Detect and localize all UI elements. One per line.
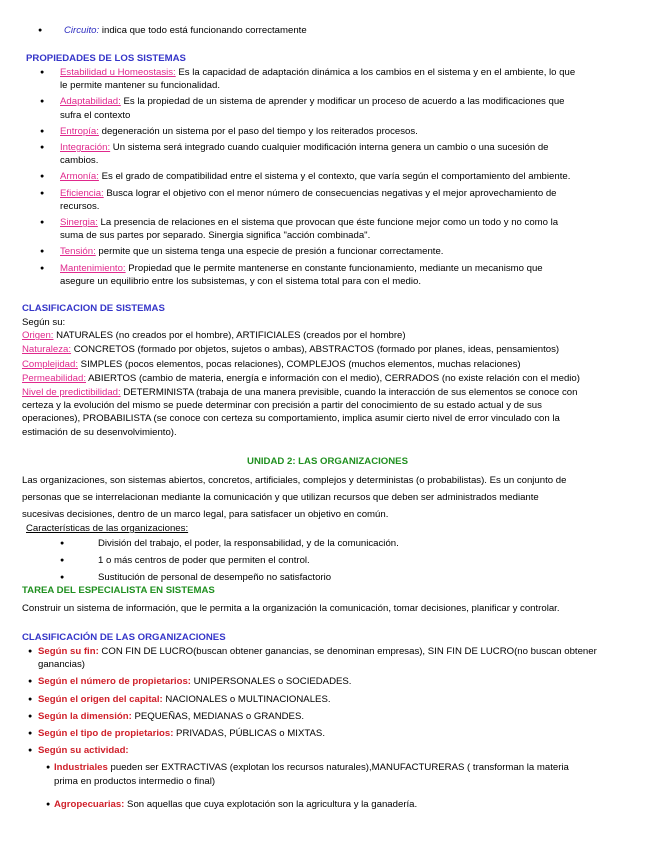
propiedad-text-cont: le permite mantener su funcionalidad.	[60, 80, 220, 92]
propiedad-item	[0, 216, 640, 242]
segun-su-label: Según su:	[22, 317, 66, 328]
propiedad-text: Busca lograr el objetivo con el menor número de consecuencias negativas y el mejor aprovechamiento de	[103, 187, 557, 199]
propiedad-term: Entropía:	[60, 125, 99, 137]
tarea-text: Construir un sistema de información, que le permita a la organización la comunicación, tomar decisiones, planificar y controlar.	[22, 603, 560, 614]
clasificacion-org-item	[0, 645, 638, 671]
bullet-icon: ●	[60, 540, 65, 547]
clasificacion-org-item	[0, 744, 638, 757]
propiedad-text: degeneración un sistema por el paso del tiempo y los reiterados procesos.	[98, 125, 418, 137]
bullet-icon: ●	[60, 574, 65, 581]
bullet-icon: ●	[28, 695, 33, 703]
propiedad-term: Adaptabilidad:	[60, 96, 121, 108]
permeabilidad-line	[22, 372, 642, 385]
clasificacion-org-text-cont: ganancias)	[38, 659, 85, 671]
clasificacion-org-term: Según su actividad:	[38, 745, 129, 757]
permeabilidad-text: ABIERTOS (cambio de materia, energía e información con el medio), CERRADOS (no existe relación con el medio)	[86, 372, 580, 384]
actividad-term: Industriales	[54, 762, 108, 774]
propiedad-term: Estabilidad u Homeostasis:	[60, 67, 176, 78]
circuito-term: Circuito:	[64, 25, 100, 36]
complejidad-text: SIMPLES (pocos elementos, pocas relaciones), COMPLEJOS (muchos elementos, muchas relaciones)	[78, 358, 521, 370]
bullet-icon: ●	[40, 189, 45, 197]
propiedad-term: Armonía:	[60, 171, 99, 183]
propiedad-text: permite que un sistema tenga una especie de presión a funcionar correctamente.	[95, 246, 444, 258]
bullet-icon: ●	[38, 27, 43, 34]
predictibilidad-line-3: operaciones), PROBABILISTA (se conoce con certeza su comportamiento, implica asumir cierto nivel de error vinculado con la	[22, 413, 560, 425]
propiedad-text: Propiedad que le permite mantenerse en constante funcionamiento, mediante un mecanismo que	[125, 262, 543, 274]
actividad-item	[0, 798, 634, 811]
propiedad-item	[0, 141, 640, 167]
clasificacion-sistemas-heading: CLASIFICACION DE SISTEMAS	[22, 303, 165, 314]
propiedad-item	[0, 187, 640, 213]
unidad2-p2: personas que se interrelacionan mediante la comunicación y que utilizan recursos que deben ser administrados mediante	[22, 492, 539, 503]
propiedad-term: Tensión:	[60, 246, 96, 258]
propiedad-text-cont: asegure un equilibrio entre los subsistemas, y con el sistema total para con el medio.	[60, 275, 422, 287]
caracteristicas-heading: Características de las organizaciones:	[26, 523, 189, 534]
permeabilidad-term: Permeabilidad:	[22, 372, 86, 384]
predictibilidad-line	[22, 386, 642, 399]
clasificacion-org-item	[0, 675, 638, 688]
bullet-icon: ●	[28, 747, 33, 755]
clasificacion-org-item	[0, 727, 638, 740]
clasificacion-org-text: NACIONALES o MULTINACIONALES.	[162, 693, 331, 705]
bullet-icon: ●	[28, 648, 33, 655]
predictibilidad-text: DETERMINISTA (trabaja de una manera previsible, cuando la interacción de sus elementos se conoce con	[120, 387, 578, 399]
bullet-icon: ●	[40, 98, 45, 106]
actividad-text: Son aquellas que cuya explotación son la agricultura y la ganadería.	[124, 798, 418, 810]
clasificacion-org-term: Según su fin:	[38, 646, 99, 657]
clasificacion-org-text: PRIVADAS, PÚBLICAS o MIXTAS.	[173, 728, 325, 740]
propiedad-term: Eficiencia:	[60, 187, 104, 199]
actividad-text: pueden ser EXTRACTIVAS (explotan los recursos naturales),MANUFACTURERAS ( transforman la materia	[107, 762, 569, 774]
clasificacion-org-text: UNIPERSONALES o SOCIEDADES.	[191, 676, 352, 688]
clasificacion-sistemas-body	[22, 316, 642, 439]
clasificacion-org-text: PEQUEÑAS, MEDIANAS o GRANDES.	[131, 710, 305, 722]
propiedad-text-cont: cambios.	[60, 155, 99, 167]
clasificacion-org-text: CON FIN DE LUCRO(buscan obtener ganancias, se denominan empresas), SIN FIN DE LUCRO(no buscan obtener	[98, 646, 597, 657]
propiedad-term: Mantenimiento:	[60, 262, 126, 274]
bullet-icon: ●	[46, 764, 51, 772]
clasificacion-org-item	[0, 710, 638, 723]
complejidad-term: Complejidad:	[22, 358, 78, 370]
bullet-icon: ●	[40, 69, 45, 76]
propiedad-text-cont: sufra el contexto	[60, 109, 131, 121]
origen-line	[22, 329, 642, 342]
bullet-icon: ●	[28, 712, 33, 720]
naturaleza-line	[22, 343, 642, 356]
propiedad-text: La presencia de relaciones en el sistema que provocan que éste funcione mejor como un todo y no como la	[97, 217, 559, 229]
unidad2-p3: sucesivas decisiones, dentro de un marco legal, para satisfacer un objetivo en común.	[22, 509, 389, 520]
bullet-icon: ●	[40, 248, 45, 256]
caracteristicas-list	[0, 537, 655, 588]
predictibilidad-line-4: estimación de su desenvolvimiento).	[22, 426, 177, 438]
clasificacion-org-heading: CLASIFICACIÓN DE LAS ORGANIZACIONES	[22, 632, 226, 643]
propiedad-text: Es el grado de compatibilidad entre el sistema y el contexto, que varía según el comportamiento del ambiente.	[98, 171, 571, 183]
propiedad-item	[0, 262, 640, 288]
propiedad-item	[0, 125, 640, 138]
clasificacion-org-term: Según el número de propietarios:	[38, 676, 191, 688]
actividad-item	[0, 761, 634, 787]
propiedad-text: Un sistema será integrado cuando cualquier modificación interna genera un cambio o una sucesión de	[110, 142, 549, 154]
clasificacion-org-term: Según el tipo de propietarios:	[38, 728, 174, 740]
propiedad-term: Sinergia:	[60, 217, 98, 229]
clasificacion-org-term: Según la dimensión:	[38, 710, 132, 722]
propiedad-text: Es la capacidad de adaptación dinámica a los cambios en el sistema y en el ambiente, lo que	[175, 67, 576, 78]
bullet-icon: ●	[40, 219, 45, 227]
propiedad-text-cont: suma de sus partes por separado. Sinergia significa "acción combinada".	[60, 230, 371, 242]
propiedad-item	[0, 66, 640, 92]
actividad-text-cont: prima en productos intermedio o final)	[54, 775, 216, 787]
origen-term: Origen:	[22, 330, 54, 342]
propiedad-item	[0, 245, 640, 258]
actividad-sublist	[0, 761, 655, 811]
propiedades-heading: PROPIEDADES DE LOS SISTEMAS	[26, 53, 186, 64]
clasificacion-org-term: Según el origen del capital:	[38, 693, 163, 705]
unidad2-p1: Las organizaciones, son sistemas abiertos, concretos, artificiales, complejos y deterministas (o probabilistas). Es un conjunto de	[22, 475, 567, 486]
origen-text: NATURALES (no creados por el hombre), ARTIFICIALES (creados por el hombre)	[53, 330, 406, 342]
actividad-term: Agropecuarias:	[54, 798, 125, 810]
caracteristica-item: ● División del trabajo, el poder, la responsabilidad, y de la comunicación.	[60, 538, 399, 549]
bullet-icon: ●	[28, 678, 33, 686]
caracteristica-item: ● 1 o más centros de poder que permiten el control.	[60, 555, 310, 566]
propiedad-text: Es la propiedad de un sistema de aprender y modificar un proceso de acuerdo a las modificaciones que	[120, 96, 565, 108]
unidad2-paragraph	[22, 472, 647, 523]
bullet-icon: ●	[40, 173, 45, 181]
bullet-icon: ●	[28, 730, 33, 738]
tarea-heading: TAREA DEL ESPECIALISTA EN SISTEMAS	[22, 585, 215, 596]
naturaleza-term: Naturaleza:	[22, 344, 72, 356]
circuito-text: indica que todo está funcionando correctamente	[99, 25, 307, 36]
clasificacion-org-item	[0, 693, 638, 706]
bullet-icon: ●	[46, 800, 51, 808]
bullet-icon: ●	[60, 557, 65, 564]
clasificacion-org-list	[0, 645, 655, 821]
naturaleza-text: CONCRETOS (formado por objetos, sujetos o ambas), ABSTRACTOS (formado por planes, ideas, pensamientos)	[71, 344, 560, 356]
caracteristica-item: ● Sustitución de personal de desempeño no satisfactorio	[60, 572, 332, 583]
predictibilidad-line-2: certeza y la evolución del mismo se puede determinar con precisión a partir del conocimiento de su estado actual y de sus	[22, 400, 542, 412]
unidad2-title: UNIDAD 2: LAS ORGANIZACIONES	[247, 456, 408, 467]
bullet-icon: ●	[40, 144, 45, 152]
predictibilidad-term: Nivel de predictibilidad:	[22, 387, 121, 399]
bullet-icon: ●	[40, 264, 45, 272]
propiedad-text-cont: recursos.	[60, 200, 100, 212]
propiedad-item	[0, 170, 640, 183]
propiedades-list	[0, 66, 655, 291]
propiedad-item	[0, 95, 640, 121]
propiedad-term: Integración:	[60, 142, 111, 154]
bullet-icon: ●	[40, 127, 45, 135]
complejidad-line	[22, 358, 642, 371]
